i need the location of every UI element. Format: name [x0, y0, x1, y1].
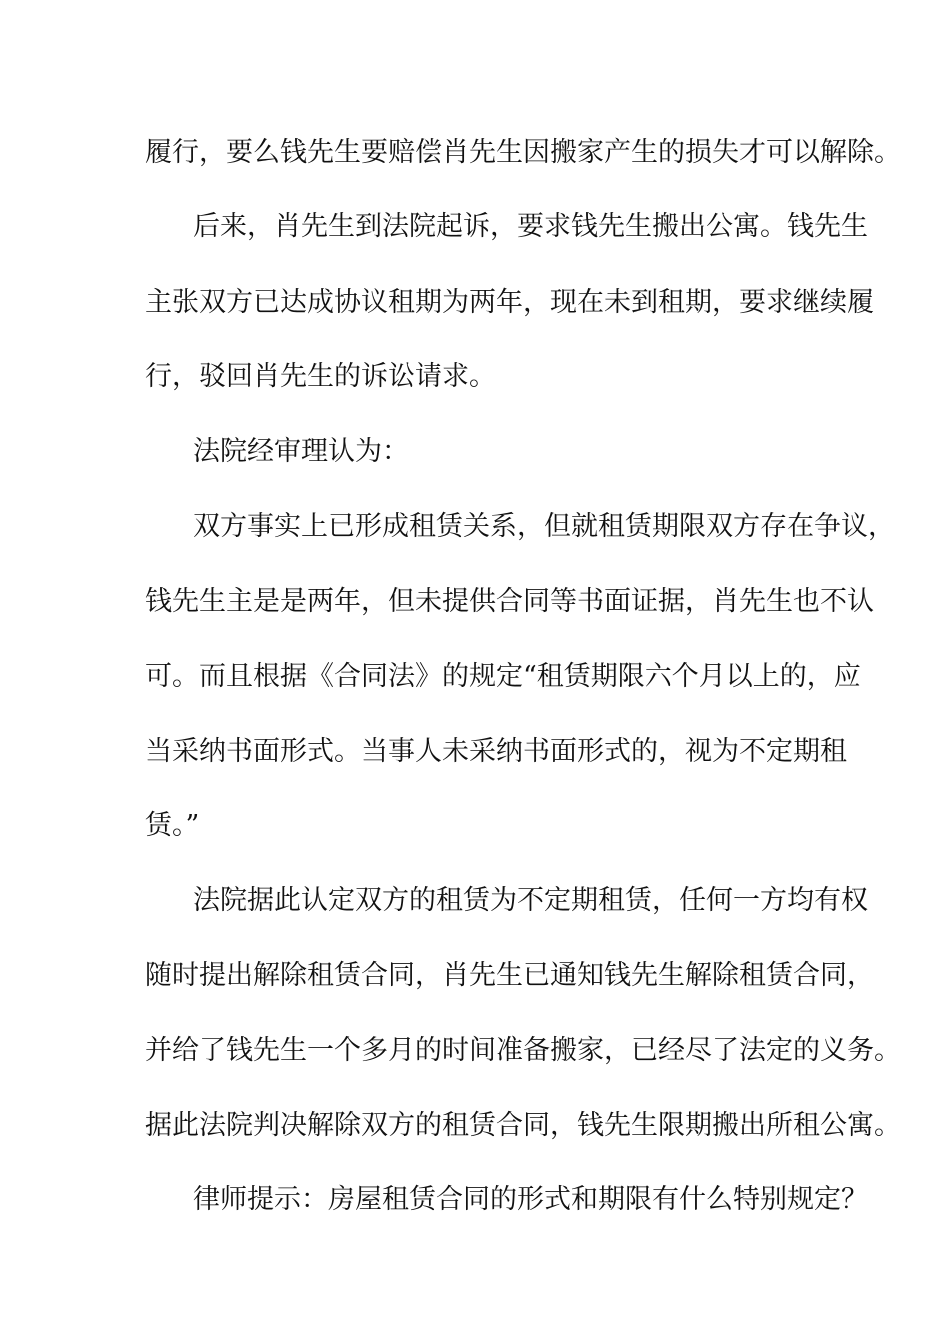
paragraph-line: 履行，要么钱先生要赔偿肖先生因搬家产生的损失才可以解除。 — [145, 137, 901, 168]
paragraph-line: 法院据此认定双方的租赁为不定期租赁，任何一方均有权 — [193, 885, 868, 916]
paragraph-line: 法院经审理认为： — [193, 436, 409, 467]
paragraph-line: 双方事实上已形成租赁关系，但就租赁期限双方存在争议， — [193, 511, 895, 542]
paragraph-line: 并给了钱先生一个多月的时间准备搬家，已经尽了法定的义务。 — [145, 1035, 901, 1066]
paragraph-line: 随时提出解除租赁合同，肖先生已通知钱先生解除租赁合同， — [145, 960, 874, 991]
paragraph-line: 当采纳书面形式。当事人未采纳书面形式的，视为不定期租 — [145, 736, 847, 767]
paragraph-line: 律师提示：房屋租赁合同的形式和期限有什么特别规定？ — [193, 1184, 868, 1215]
paragraph-line: 后来，肖先生到法院起诉，要求钱先生搬出公寓。钱先生 — [193, 211, 868, 242]
paragraph-line: 赁。” — [145, 810, 200, 841]
paragraph-line: 钱先生主是是两年，但未提供合同等书面证据，肖先生也不认 — [145, 586, 874, 617]
paragraph-line: 可。而且根据《合同法》的规定“租赁期限六个月以上的，应 — [145, 661, 861, 692]
paragraph-line: 据此法院判决解除双方的租赁合同，钱先生限期搬出所租公寓。 — [145, 1110, 901, 1141]
paragraph-line: 主张双方已达成协议租期为两年，现在未到租期，要求继续履 — [145, 287, 874, 318]
paragraph-line: 行，驳回肖先生的诉讼请求。 — [145, 361, 496, 392]
